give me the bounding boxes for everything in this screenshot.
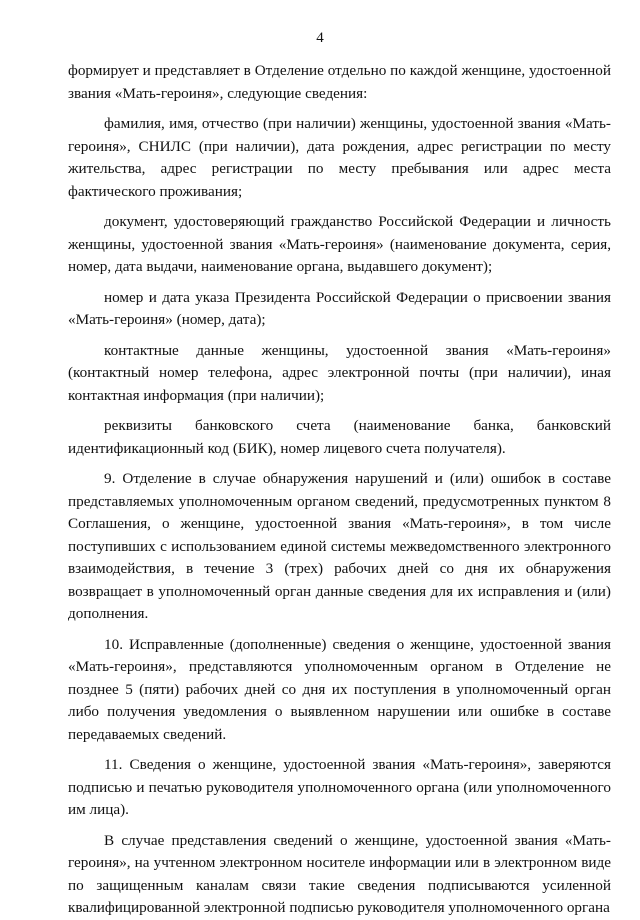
paragraph-clause-9: 9. Отделение в случае обнаружения нарушений и (или) ошибок в составе представляемых уполномоченным органом сведений, предусмотренных пунктом 8 Соглашения, о женщине, удостоенной звания «Мать-героиня», в том числе поступивших с использованием единой системы межведомственного электронного взаимодействия, в течение 3 (трех) рабочих дней со дня их обнаружения возвращает в уполномоченный орган данные сведения для их исправления и (или) дополнения. <box>68 470 611 622</box>
paragraph-intro: формирует и представляет в Отделение отдельно по каждой женщине, удостоенной звания «Мать-героиня», следующие сведения: <box>68 62 611 102</box>
page-number: 4 <box>316 30 324 46</box>
paragraph-list-item-decree: номер и дата указа Президента Российской Федерации о присвоении звания «Мать-героиня» (номер, дата); <box>68 288 611 328</box>
paragraph-electronic-submission: В случае представления сведений о женщине, удостоенной звания «Мать-героиня», на учтенном электронном носителе информации или в электронном виде по защищенным каналам связи такие сведения подписываются усиленной квалифицированной электронной подписью руководителя уполномоченного органа <box>68 831 611 916</box>
paragraph-list-item-document: документ, удостоверяющий гражданство Российской Федерации и личность женщины, удостоенной звания «Мать-героиня» (наименование документа, серия, номер, дата выдачи, наименование органа, выдавшего документ); <box>68 213 611 275</box>
document-body <box>68 60 611 920</box>
paragraph-clause-10: 10. Исправленные (дополненные) сведения о женщине, удостоенной звания «Мать-героиня», представляются уполномоченным органом в Отделение не позднее 5 (пяти) рабочих дней со дня их поступления в уполномоченный орган либо получения уведомления о выявленном нарушении или ошибке в составе передаваемых сведений. <box>68 635 611 743</box>
paragraph-list-item-bank: реквизиты банковского счета (наименование банка, банковский идентификационный код (БИК), номер лицевого счета получателя). <box>68 417 611 457</box>
paragraph-list-item-name: фамилия, имя, отчество (при наличии) женщины, удостоенной звания «Мать-героиня», СНИЛС (при наличии), дата рождения, адрес регистрации по месту жительства, адрес регистрации по месту пребывания или адрес места фактического проживания; <box>68 115 611 200</box>
paragraph-list-item-contacts: контактные данные женщины, удостоенной звания «Мать-героиня» (контактный номер телефона, адрес электронной почты (при наличии), иная контактная информация (при наличии); <box>68 341 611 404</box>
paragraph-clause-11: 11. Сведения о женщине, удостоенной звания «Мать-героиня», заверяются подписью и печатью руководителя уполномоченного органа (или уполномоченного им лица). <box>68 756 611 818</box>
